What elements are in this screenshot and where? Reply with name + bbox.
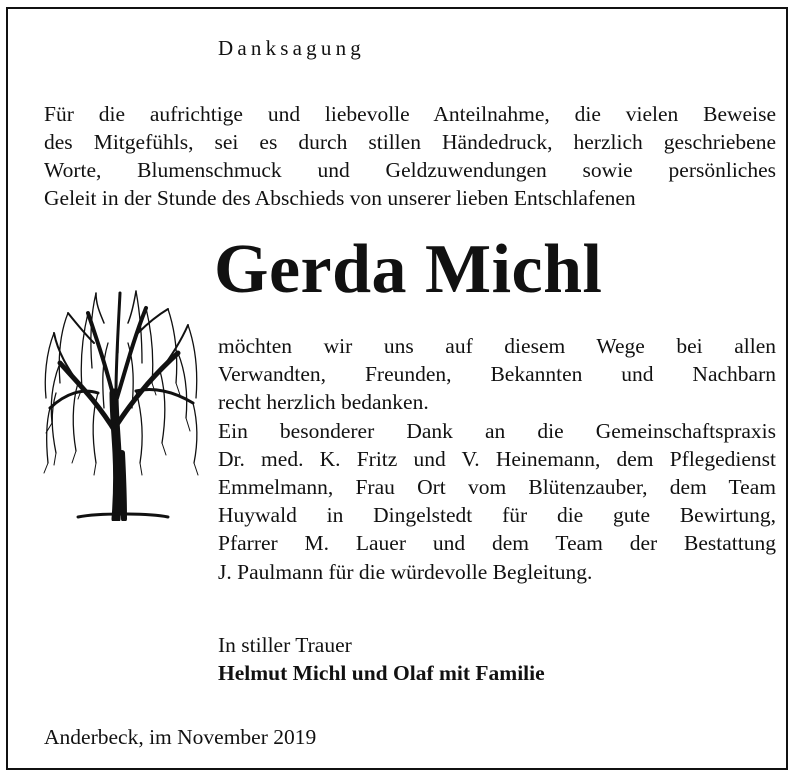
intro-line: Für die aufrichtige und liebevolle Anteilnahme, die vielen Beweise (44, 102, 776, 126)
intro-line: Geleit in der Stunde des Abschieds von unserer lieben Entschlafenen (44, 186, 636, 210)
weeping-tree-icon (38, 283, 204, 521)
obituary-notice-frame (6, 7, 788, 770)
notice-heading: Danksagung (218, 36, 365, 60)
intro-line: des Mitgefühls, sei es durch stillen Händedruck, herzlich geschriebene (44, 130, 776, 154)
intro-paragraph (44, 100, 776, 212)
thanks-line: Dr. med. K. Fritz und V. Heinemann, dem Pflegedienst (218, 446, 776, 471)
thanks-line: Huywald in Dingelstedt für die gute Bewirtung, (218, 503, 776, 528)
signatories: Helmut Michl und Olaf mit Familie (218, 661, 545, 685)
thanks-line: recht herzlich bedanken. (218, 390, 429, 415)
deceased-name: Gerda Michl (214, 231, 603, 308)
thanks-line: Ein besonderer Dank an die Gemeinschaftspraxis (218, 418, 776, 443)
thanks-line: Pfarrer M. Lauer und dem Team der Bestattung (218, 531, 776, 556)
intro-line: Worte, Blumenschmuck und Geldzuwendungen sowie persönliches (44, 158, 776, 182)
place-and-date: Anderbeck, im November 2019 (44, 725, 317, 749)
thanks-line: Emmelmann, Frau Ort vom Blütenzauber, dem Team (218, 475, 776, 500)
thanks-line: Verwandten, Freunden, Bekannten und Nachbarn (218, 362, 776, 387)
thanks-line: J. Paulmann für die würdevolle Begleitung. (218, 559, 593, 584)
thanks-paragraph (218, 332, 776, 586)
thanks-line: möchten wir uns auf diesem Wege bei allen (218, 334, 776, 358)
closing-phrase: In stiller Trauer (218, 633, 352, 657)
